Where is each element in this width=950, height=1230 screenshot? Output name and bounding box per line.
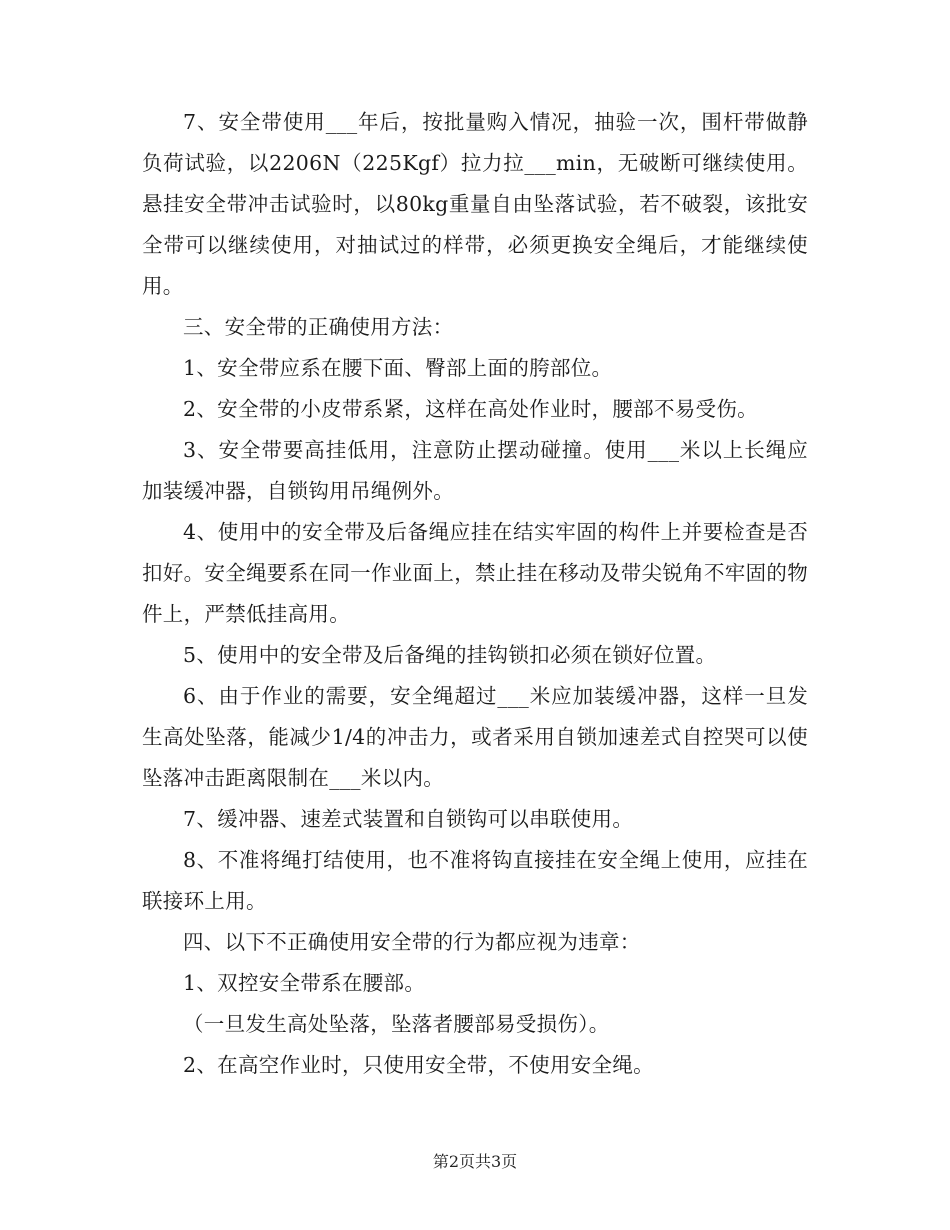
paragraph-violation-1: 1、双控安全带系在腰部。 (183, 971, 426, 995)
document-body (142, 102, 808, 1086)
paragraph-usage-4: 4、使用中的安全带及后备绳应挂在结实牢固的构件上并要检查是否扣好。安全绳要系在同一作业面上，禁止挂在移动及带尖锐角不牢固的物件上，严禁低挂高用。 (142, 520, 808, 626)
paragraph-usage-6: 6、由于作业的需要，安全绳超过___米应加装缓冲器，这样一旦发生高处坠落，能减少1/4的冲击力，或者采用自锁加速差式自控哭可以使坠落冲击距离限制在___米以内。 (142, 684, 808, 790)
page-number-footer: 第2页共3页 (432, 1152, 518, 1171)
paragraph-violation-1-note: （一旦发生高处坠落，坠落者腰部易受损伤）。 (183, 1012, 610, 1036)
section-heading-violations: 四、以下不正确使用安全带的行为都应视为违章： (183, 930, 641, 954)
paragraph-usage-7: 7、缓冲器、速差式装置和自锁钩可以串联使用。 (183, 807, 634, 831)
paragraph-violation-2: 2、在高空作业时，只使用安全带，不使用安全绳。 (183, 1053, 654, 1077)
paragraph-usage-5: 5、使用中的安全带及后备绳的挂钩锁扣必须在锁好位置。 (183, 643, 717, 667)
paragraph-usage-8: 8、不准将绳打结使用，也不准将钩直接挂在安全绳上使用，应挂在联接环上用。 (142, 848, 808, 913)
paragraph-inspection-rule: 7、安全带使用___年后，按批量购入情况，抽验一次，围杆带做静负荷试验，以2206N（225Kgf）拉力拉___min，无破断可继续使用。悬挂安全带冲击试验时，以80kg重量自由坠落试验，若不破裂，该批安全带可以继续使用，对抽试过的样带，必须更换安全绳后，才能继续使用。 (142, 110, 808, 298)
paragraph-usage-3: 3、安全带要高挂低用，注意防止摆动碰撞。使用___米以上长绳应加装缓冲器，自锁钩用吊绳例外。 (142, 438, 808, 503)
paragraph-usage-2: 2、安全带的小皮带系紧，这样在高处作业时，腰部不易受伤。 (183, 397, 758, 421)
section-heading-correct-usage: 三、安全带的正确使用方法： (183, 315, 454, 339)
paragraph-usage-1: 1、安全带应系在腰下面、臀部上面的胯部位。 (183, 356, 613, 380)
